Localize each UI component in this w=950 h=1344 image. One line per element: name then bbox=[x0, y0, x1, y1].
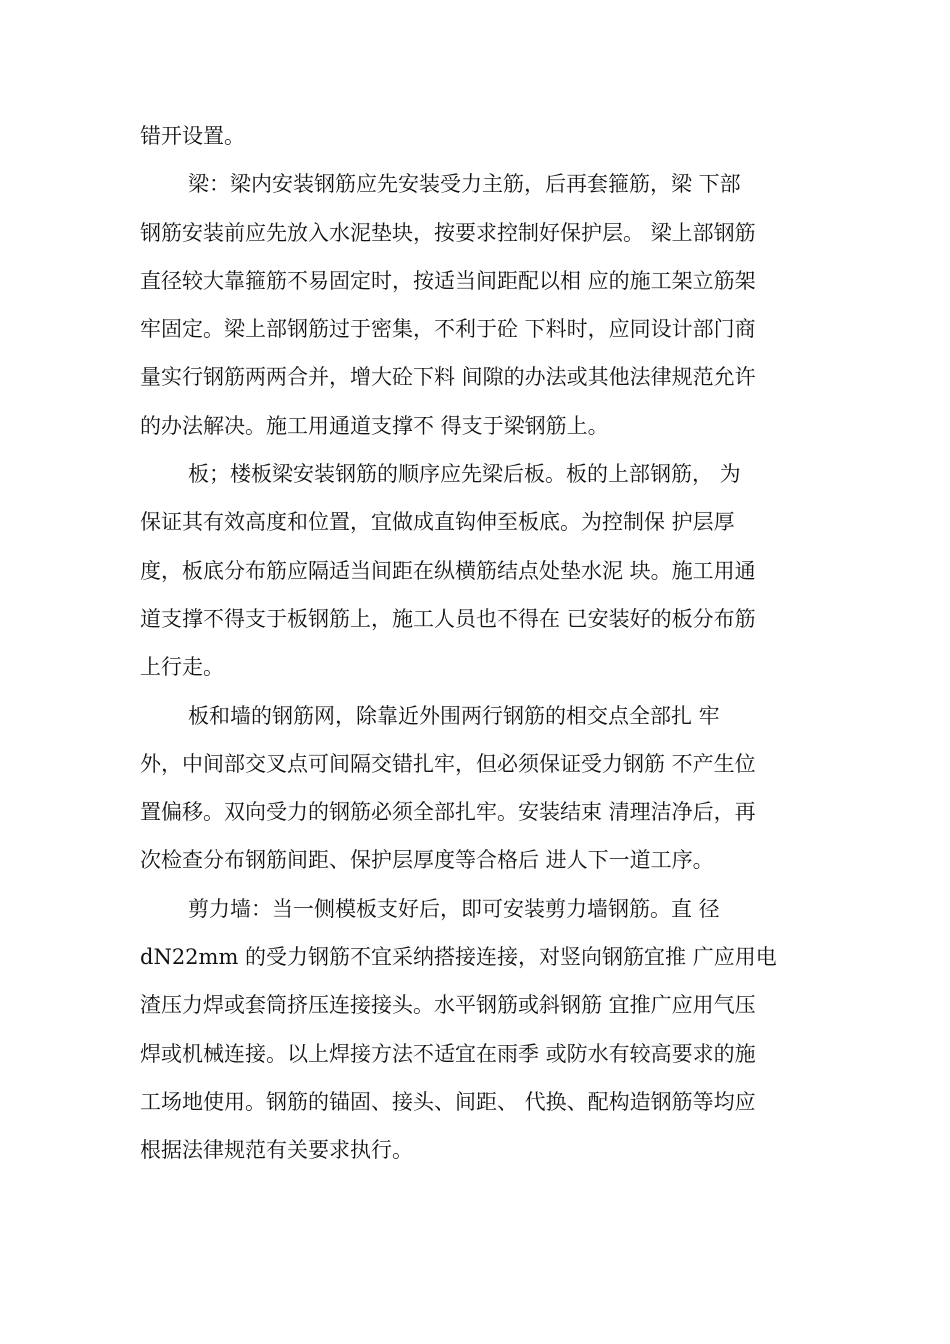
text-line: 焊或机械连接。以上焊接方法不适宜在雨季 或防水有较高要求的施 bbox=[140, 1041, 756, 1066]
text-line: 工场地使用。钢筋的锚固、接头、间距、 代换、配构造钢筋等均应 bbox=[140, 1089, 756, 1114]
text-line: 板；楼板梁安装钢筋的顺序应先梁后板。板的上部钢筋， 为 bbox=[188, 462, 741, 487]
text-line: 置偏移。双向受力的钢筋必须全部扎牢。安装结束 清理洁净后，再 bbox=[140, 800, 756, 825]
text-line: 剪力墙：当一侧模板支好后，即可安装剪力墙钢筋。直 径 bbox=[188, 896, 720, 921]
text-line: 上行走。 bbox=[140, 655, 224, 680]
text-line: 直径较大靠箍筋不易固定时，按适当间距配以相 应的施工架立筋架 bbox=[140, 268, 756, 293]
paragraph-slab bbox=[140, 450, 830, 691]
text-line: 板和墙的钢筋网，除靠近外围两行钢筋的相交点全部扎 牢 bbox=[188, 703, 720, 728]
text-line: 根据法律规范有关要求执行。 bbox=[140, 1138, 413, 1163]
text-line: 牢固定。梁上部钢筋过于密集，不利于砼 下料时，应同设计部门商 bbox=[140, 317, 756, 342]
text-line: 次检查分布钢筋间距、保护层厚度等合格后 进人下一道工序。 bbox=[140, 848, 714, 873]
text-line: 保证其有效高度和位置，宜做成直钩伸至板底。为控制保 护层厚 bbox=[140, 510, 735, 535]
paragraph bbox=[140, 112, 830, 160]
text-line: 渣压力焊或套筒挤压连接接头。水平钢筋或斜钢筋 宜推广应用气压 bbox=[140, 993, 756, 1018]
text-line: 度，板底分布筋应隔适当间距在纵横筋结点处垫水泥 块。施工用通 bbox=[140, 558, 756, 583]
text-line: 量实行钢筋两两合并，增大砼下料 间隙的办法或其他法律规范允许 bbox=[140, 365, 756, 390]
text-line: dN22mm 的受力钢筋不宜采纳搭接连接，对竖向钢筋宜推 广应用电 bbox=[140, 945, 777, 970]
text-line: 道支撑不得支于板钢筋上，施工人员也不得在 已安装好的板分布筋 bbox=[140, 606, 756, 631]
text-line: 错开设置。 bbox=[140, 124, 245, 148]
text-line: 外，中间部交叉点可间隔交错扎牢，但必须保证受力钢筋 不产生位 bbox=[140, 751, 756, 776]
document-body bbox=[140, 112, 830, 1175]
text-line: 钢筋安装前应先放入水泥垫块，按要求控制好保护层。 梁上部钢筋 bbox=[140, 220, 756, 245]
text-line: 梁：梁内安装钢筋应先安装受力主筋，后再套箍筋，梁 下部 bbox=[188, 172, 741, 197]
text-line: 的办法解决。施工用通道支撑不 得支于梁钢筋上。 bbox=[140, 413, 609, 438]
paragraph-shear-wall bbox=[140, 885, 830, 1175]
paragraph-mesh bbox=[140, 692, 830, 885]
paragraph-beam bbox=[140, 160, 830, 450]
